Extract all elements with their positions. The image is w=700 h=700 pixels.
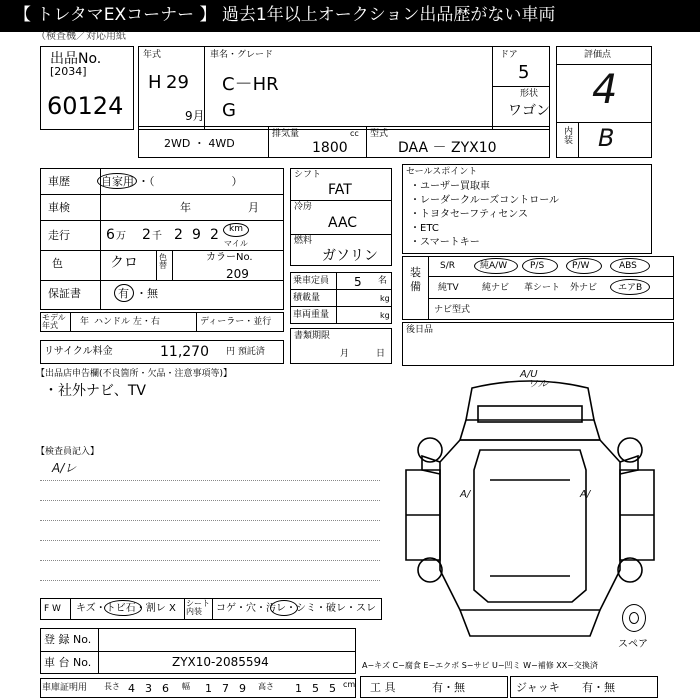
door-value: 5 (518, 62, 530, 83)
mileage-unit-mile: マイル (224, 239, 248, 248)
fuel-label: 燃料 (294, 236, 313, 246)
registration-label: 登 録 No. (44, 633, 92, 646)
lot-number: 60124 (47, 92, 124, 120)
sales-point-item: ・ユーザー買取車 (410, 181, 490, 192)
cert-h1: 1 (295, 682, 302, 695)
inspection-year: 年 (180, 201, 191, 214)
damage-right: A/ (580, 489, 591, 500)
model-year-dealer: ディーラー・並行 (200, 317, 272, 327)
spare-label: スペア (618, 639, 648, 650)
jack-value: 有・無 (582, 681, 615, 694)
cert-w2: 7 (222, 682, 229, 695)
recycle-unit: 円 預託済 (226, 347, 265, 357)
year-month: 9月 (185, 109, 205, 123)
cert-l1: 4 (128, 682, 135, 695)
equip-ext-nav: 外ナビ (570, 283, 598, 293)
sales-point-item: ・トヨタセーフティセンス (410, 209, 528, 220)
mileage-d5: 2 (210, 227, 219, 243)
mileage-d3: 2 (174, 227, 183, 243)
capacity-label: 乗車定員 (293, 276, 330, 286)
recycle-value: 11,270 (160, 344, 209, 360)
color-code: 209 (226, 267, 249, 281)
drive-text: 2WD ・ 4WD (164, 137, 235, 150)
warranty-yes: 有 (118, 287, 129, 300)
sales-point-item: ・レーダークルーズコントロール (410, 195, 559, 206)
cert-h2: 5 (312, 682, 319, 695)
equip-nav-type: ナビ型式 (434, 305, 471, 315)
doc-deadline-month: 月 (340, 349, 350, 359)
model-label: 車名・グレード (210, 50, 274, 60)
car-diagram (400, 370, 660, 650)
model-year-handle: ハンドル 左・右 (94, 317, 160, 327)
interior-label: 内装 (564, 127, 574, 146)
inspector-label: 【検査員記入】 (36, 447, 100, 457)
banner-title: 【 トレタマEXコーナー 】 過去1年以上オークション出品歴がない車両 (14, 5, 556, 25)
aftermarket-box (402, 322, 674, 366)
mileage-u2: 千 (152, 231, 162, 242)
model-grade: G (222, 100, 236, 121)
load-label: 積載量 (293, 293, 321, 303)
sales-point-item: ・ETC (410, 223, 439, 234)
color-change-label: 色替 (159, 253, 167, 270)
equip-abs: ABS (619, 261, 637, 271)
color-label: 色 (52, 257, 63, 270)
interior-value: B (598, 124, 615, 152)
equip-nav: 純ナビ (482, 283, 510, 293)
lot-label: 出品No. (50, 51, 102, 67)
chassis-label: 車 台 No. (44, 656, 92, 669)
cert-len: 長さ (104, 682, 120, 691)
damage-legend: A−キズ C−腐食 E−エクボ S−サビ U−凹ミ W−補修 XX−交換済 (362, 661, 598, 670)
sales-point-item: ・スマートキー (410, 237, 480, 248)
cert-l2: 3 (145, 682, 152, 695)
mileage-d1: 6 (106, 227, 115, 243)
seat-label: シート内装 (186, 599, 210, 616)
equip-leather: 革シート (524, 283, 561, 293)
cert-cm: cm (343, 680, 356, 689)
color-value: クロ (110, 255, 138, 271)
cert-label: 車庫証明用 (42, 683, 88, 693)
lot-code: [2034] (50, 65, 87, 78)
jack-label: ジャッキ (516, 681, 560, 694)
damage-front-2: ワル (528, 379, 548, 390)
inspector-note: A/レ (52, 461, 77, 475)
mileage-d4: 9 (192, 227, 201, 243)
inspection-label: 車検 (48, 201, 70, 214)
equipment-label: 装備 (410, 266, 421, 294)
history-rest: ・（ ） (138, 175, 243, 188)
ac-label: 冷房 (294, 202, 313, 212)
shift-label: シフト (294, 170, 322, 180)
capacity-unit: 名 (378, 276, 388, 286)
sales-points-label: セールスポイント (406, 167, 478, 177)
color-code-label: カラーNo. (206, 252, 253, 263)
model-year-year: 年 (80, 317, 90, 327)
load-unit: kg (380, 294, 390, 303)
displacement-unit: cc (350, 129, 359, 138)
floor-label: F W (44, 604, 61, 614)
equip-tv: 純TV (438, 283, 459, 293)
mileage-label: 走行 (48, 229, 70, 242)
equip-aw: 純A/W (480, 261, 508, 271)
equip-pw: P/W (572, 261, 590, 271)
tools-value: 有・無 (432, 681, 465, 694)
cert-w1: 1 (205, 682, 212, 695)
cert-wid: 幅 (182, 682, 190, 691)
declaration-text: ・社外ナビ、TV (44, 383, 146, 399)
weight-unit: kg (380, 311, 390, 320)
equip-sr: S/R (440, 261, 455, 271)
recycle-label: リサイクル料金 (44, 346, 113, 357)
subheader: （検査機／対応用紙 (36, 31, 126, 42)
history-value: 自家用 (101, 175, 134, 188)
warranty-label: 保証書 (48, 287, 81, 300)
equip-airbag: エアB (618, 283, 643, 293)
tools-label: 工 具 (370, 681, 396, 694)
spare-tire-inner (629, 612, 639, 624)
mileage-d2: 2 (142, 227, 151, 243)
fuel-value: ガソリン (322, 248, 378, 264)
doc-deadline-day: 日 (376, 349, 386, 359)
score-label: 評価点 (584, 50, 612, 60)
cert-h3: 5 (329, 682, 336, 695)
type-label: 型式 (370, 129, 389, 139)
cert-w3: 9 (239, 682, 246, 695)
floor-items: キズ・トビ石・割レ X (76, 603, 176, 614)
shape-value: ワゴン (508, 103, 550, 119)
type-value: DAA － ZYX10 (398, 140, 497, 156)
warranty-no: ・無 (136, 287, 158, 300)
year-era: H (148, 72, 162, 93)
model-name: C－HR (222, 74, 279, 95)
capacity-value: 5 (354, 275, 362, 289)
floor-circle (104, 600, 142, 616)
displacement-label: 排気量 (272, 129, 300, 139)
chassis-value: ZYX10-2085594 (172, 655, 269, 669)
mileage-u1: 万 (116, 231, 126, 242)
seat-circle (270, 600, 298, 616)
shape-label: 形状 (520, 89, 539, 99)
declaration-label: 【出品店申告欄(不良箇所・欠品・注意事項等)】 (36, 369, 233, 379)
history-label: 車歴 (48, 175, 70, 188)
cert-hei: 高さ (258, 682, 274, 691)
model-year-label: モデル年式 (42, 313, 66, 330)
door-label: ドア (500, 50, 518, 60)
aftermarket-label: 後日品 (406, 325, 434, 335)
cert-l3: 6 (162, 682, 169, 695)
displacement-value: 1800 (312, 140, 348, 156)
shift-value: FAT (328, 182, 352, 198)
year-value: 29 (166, 72, 189, 93)
equip-ps: P/S (530, 261, 545, 271)
mileage-unit-km: km (229, 224, 243, 234)
inspection-month: 月 (248, 201, 259, 214)
weight-label: 車両重量 (293, 310, 330, 320)
damage-front: A/U (520, 369, 538, 380)
damage-left: A/ (460, 489, 471, 500)
seat-items: コゲ・穴・汚レ・シミ・破レ・スレ (216, 603, 376, 614)
ac-value: AAC (328, 215, 358, 231)
year-label: 年式 (143, 50, 162, 60)
score-value: 4 (592, 67, 618, 113)
cert-row (40, 678, 356, 698)
doc-deadline-label: 書類期限 (294, 331, 331, 341)
